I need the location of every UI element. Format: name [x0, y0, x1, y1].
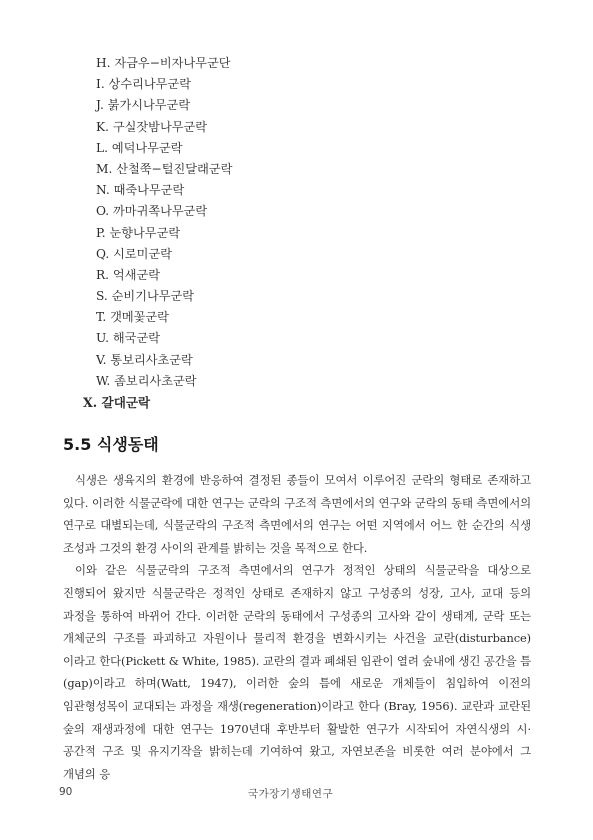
running-footer-title: 국가장기생태연구: [248, 788, 334, 800]
list-item: P. 눈향나무군락: [96, 225, 181, 240]
list-item: L. 예덕나무군락: [96, 140, 183, 155]
list-item: N. 때죽나무군락: [96, 183, 185, 198]
list-item: X. 갈대군락: [83, 395, 151, 410]
list-item: J. 붉가시나무군락: [96, 98, 191, 113]
paragraph: 식생은 생육지의 환경에 반응하여 결정된 종들이 모여서 이루어진 군락의 형태로 존재하고 있다. 이러한 식물군락에 대한 연구는 군락의 구조적 측면에서의 연구와 군락의 동태 측면에서의 연구로 대별되는데, 식물군락의 구조적 측면에서의 연구는 어떤 지역에서 어느 한 순간의 식생 조성과 그것의 환경 사이의 관계를 밝히는 것을 목적으로 한다.: [63, 473, 531, 555]
page-number: 90: [59, 786, 73, 798]
list-item: M. 산철쭉−털진달래군락: [96, 161, 233, 176]
list-item: K. 구실잣밤나무군락: [96, 119, 208, 134]
section-heading: 5.5 식생동태: [63, 435, 159, 454]
list-item: H. 자금우−비자나무군단: [96, 56, 231, 70]
list-item: R. 억새군락: [96, 267, 161, 282]
list-item: O. 까마귀쪽나무군락: [96, 204, 208, 219]
list-item: V. 통보리사초군락: [96, 352, 193, 367]
list-item: I. 상수리나무군락: [96, 77, 191, 92]
section-body: [63, 469, 531, 785]
paragraph: 이와 같은 식물군락의 구조적 측면에서의 연구가 정적인 상태의 식물군락을 대상으로 진행되어 왔지만 식물군락은 정적인 상태로 존재하지 않고 구성종의 성장, 고사, 교대 등의 과정을 통하여 바뀌어 간다. 이러한 군락의 동태에서 구성종의 고사와 같이 생태계, 군락 또는 개체군의 구조를 파괴하고 자원이나 물리적 환경을 변화시키는 사건을 교란(disturbance)이라고 한다(Pickett & White, 1985). 교란의 결과 폐쇄된 임관이 열려 숲내에 생긴 공간을 틈(gap)이라고 하며(Watt, 1947), 이러한 숲의 틈에 새로운 개체들이 침입하여 이전의 임관형성목이 교대되는 과정을 재생(regeneration)이라고 한다 (Bray, 1956). 교란과 교란된 숲의 재생과정에 대한 연구는 1970년대 후반부터 활발한 연구가 시작되어 자연식생의 시·공간적 구조 및 유지기작을 밝히는데 기여하여 왔고, 자연보존을 비롯한 여러 분야에서 그 개념의 응: [63, 563, 531, 781]
list-item: Q. 시로미군락: [96, 246, 172, 261]
list-item: S. 순비기나무군락: [96, 289, 195, 304]
list-item: T. 갯메꽃군락: [96, 310, 169, 325]
list-item: W. 좀보리사초군락: [96, 373, 197, 388]
vegetation-community-list: [83, 53, 233, 413]
list-item: U. 해국군락: [96, 331, 160, 346]
